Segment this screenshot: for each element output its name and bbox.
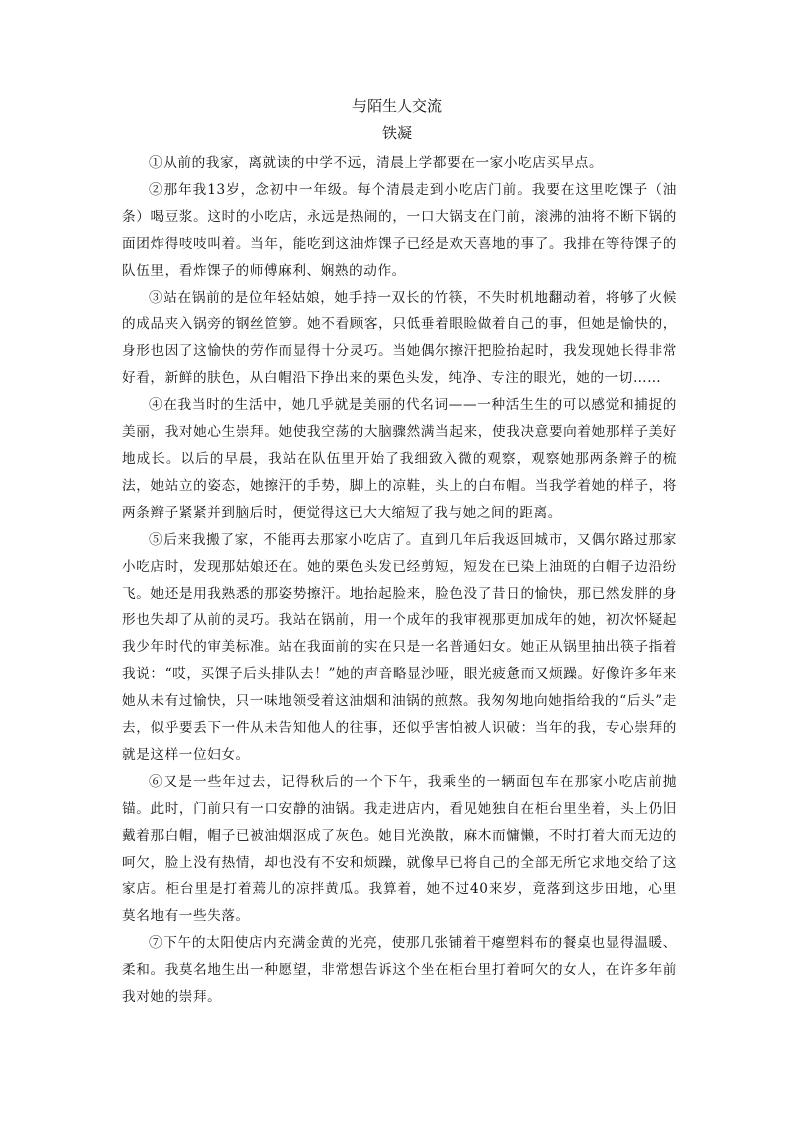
paragraph-5: ⑤后来我搬了家，不能再去那家小吃店了。直到几年后我返回城市，又偶尔路过那家小吃店时，发现那姑娘还在。她的栗色头发已经剪短，短发在已染上油斑的白帽子边沿纷飞。她还是用我熟悉的那姿势擦汗。地抬起脸来，脸色没了昔日的愉快，那已然发胖的身形也失却了从前的灵巧。我站在锅前，用一个成年的我审视那更加成年的她，初次怀疑起我少年时代的审美标准。站在我面前的实在只是一名普通妇女。她正从锅里抽出筷子指着我说：“哎，买馃子后头排队去！”她的声音略显沙哑，眼光疲惫而又烦躁。好像许多年来她从未有过愉快，只一味地领受着这油烟和油锅的煎熬。我匆匆地向她指给我的“后头”走去，似乎要丢下一件从未告知他人的往事，还似乎害怕被人识破：当年的我，专心崇拜的就是这样一位妇女。: [122, 531, 677, 763]
article-author: 铁凝: [381, 124, 412, 142]
paragraph-1: ①从前的我家，离就读的中学不远，清晨上学都要在一家小吃店买早点。: [149, 155, 604, 171]
paragraph-2: ②那年我13岁，念初中一年级。每个清晨走到小吃店门前。我要在这里吃馃子（油条）喝豆浆。这时的小吃店，永远是热闹的，一口大锅支在门前，滚沸的油将不断下锅的面团炸得吱吱叫着。当年，能吃到这油炸馃子已经是欢天喜地的事了。我排在等待馃子的队伍里，看炸馃子的师傅麻利、娴熟的动作。: [122, 181, 677, 279]
article-title: 与陌生人交流: [351, 97, 442, 115]
paragraph-7: ⑦下午的太阳使店内充满金黄的光亮，使那几张铺着干瘪塑料布的餐桌也显得温暖、柔和。我莫名地生出一种愿望，非常想告诉这个坐在柜台里打着呵欠的女人，在许多年前我对她的崇拜。: [122, 935, 677, 1006]
article-body: [122, 150, 677, 1011]
paragraph-3: ③站在锅前的是位年轻姑娘，她手持一双长的竹筷，不失时机地翻动着，将够了火候的成品夹入锅旁的钢丝笸箩。她不看顾客，只低垂着眼睑做着自己的事，但她是愉快的，身形也因了这愉快的劳作而显得十分灵巧。当她偶尔擦汗把脸抬起时，我发现她长得非常好看，新鲜的肤色，从白帽沿下挣出来的栗色头发，纯净、专注的眼光，她的一切……: [122, 289, 677, 387]
paragraph-6: ⑥又是一些年过去，记得秋后的一个下午，我乘坐的一辆面包车在那家小吃店前抛锚。此时，门前只有一口安静的油锅。我走进店内，看见她独自在柜台里坐着，头上仍旧戴着那白帽，帽子已被油烟沤成了灰色。她目光涣散，麻木而慵懒，不时打着大而无边的呵欠，脸上没有热情，却也没有不安和烦躁，就像早已将自己的全部无所它求地交给了这家店。柜台里是打着蔫儿的凉拌黄瓜。我算着，她不过40来岁，竟落到这步田地，心里莫名地有一些失落。: [122, 773, 677, 925]
paragraph-4: ④在我当时的生活中，她几乎就是美丽的代名词——一种活生生的可以感觉和捕捉的美丽，我对她心生崇拜。她使我空荡的大脑骤然满当起来，使我决意要向着她那样子美好地成长。以后的早晨，我站在队伍里开始了我细致入微的观察，观察她那两条辫子的梳法，她站立的姿态，她擦汗的手势，脚上的凉鞋，头上的白布帽。当我学着她的样子，将两条辫子紧紧并到脑后时，便觉得这已大大缩短了我与她之间的距离。: [122, 397, 677, 521]
